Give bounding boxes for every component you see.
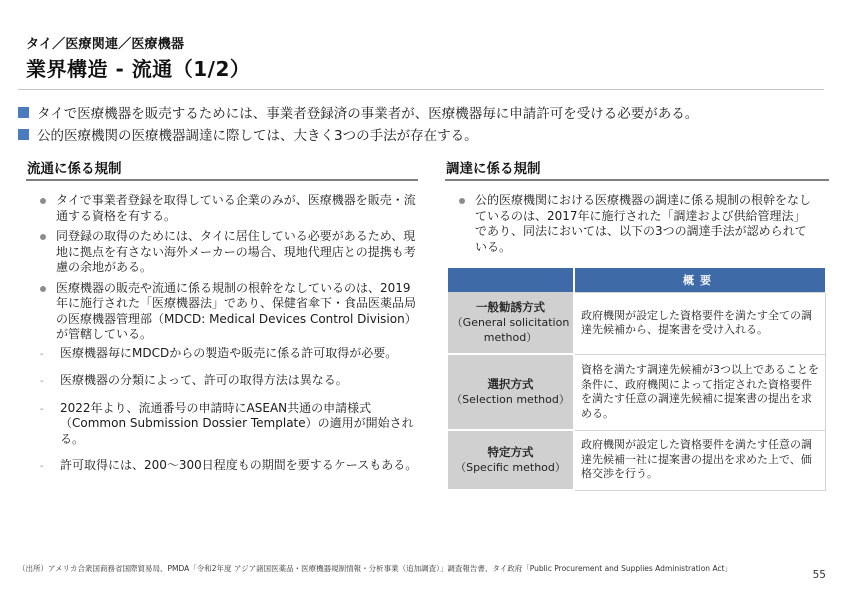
table-row [448,430,826,490]
bullet-text: 公的医療機関における医療機器の調達に係る規制の根幹をなしているのは、2017年に施行された「調達および供給管理法」であり、同法においては、以下の3つの調達手法が認められている。 [475,193,812,254]
section-heading: 流通に係る規制 [27,161,122,177]
summary-text: 公的医療機関の医療機器調達に際しては、大きく3つの手法が存在する。 [37,128,478,144]
dash-bullet-icon: - [40,376,44,387]
table-header-blank [448,268,574,292]
method-name-en: （Specific method） [455,461,566,474]
method-name-jp: 選択方式 [487,377,534,391]
dot-bullet-icon [40,234,46,240]
distribution-regulation-section [26,157,418,475]
sub-item [26,458,418,475]
dash-bullet-icon: - [40,348,44,360]
sub-item-text: 医療機器毎にMDCDからの製造や販売に係る許可取得が必要。 [60,345,398,360]
source-citation: （出所）アメリカ合衆国商務省国際貿易局、PMDA「令和2年度 アジア諸国医薬品・医療機器規制情報・分析事業（追加調査）」調査報告書、タイ政府「Public Procurement and Supplies Administration Act」 [18,564,733,573]
section-divider [26,179,418,181]
bullet-item [445,193,829,255]
bullet-item [26,229,418,276]
method-cell [448,354,574,430]
summary-list [18,101,828,145]
page-number: 55 [812,569,826,581]
sub-item [26,401,418,448]
sub-item [26,373,418,390]
procurement-methods-table [448,268,826,491]
summary-text: タイで医療機器を販売するためには、事業者登録済の事業者が、医療機器毎に申請許可を受ける必要がある。 [37,106,699,122]
method-cell [448,292,574,354]
table-row [448,354,826,430]
sub-item-text: 2022年より、流通番号の申請時にASEAN共通の申請様式（Common Submission Dossier Template）の適用が開始される。 [60,400,414,446]
summary-item [18,101,828,123]
dash-bullet-icon: - [40,403,44,415]
sub-item [26,346,418,363]
method-cell [448,430,574,490]
description-cell: 政府機関が設定した資格要件を満たす全ての調達先候補から、提案書を受け入れる。 [574,292,826,354]
section-heading: 調達に係る規制 [446,161,541,177]
description-cell: 資格を満たす調達先候補が3つ以上であることを条件に、政府機関によって指定された資格要件を満たす任意の調達先候補に提案書の提出を求める。 [574,354,826,430]
dot-bullet-icon [40,286,46,292]
dash-bullet-icon: - [40,461,44,472]
section-divider [445,179,829,181]
summary-item [18,123,828,145]
sub-item-text: 許可取得には、200〜300日程度もの期間を要するケースもある。 [60,458,418,472]
dot-bullet-icon [459,198,465,204]
procurement-regulation-section [445,157,829,260]
square-bullet-icon [18,107,29,118]
page-title: 業界構造 - 流通（1/2） [26,57,251,81]
breadcrumb: タイ／医療関連／医療機器 [26,37,185,52]
method-name-jp: 一般勧誘方式 [476,300,545,314]
table-row [448,292,826,354]
bullet-text: 医療機器の販売や流通に係る規制の根幹をなしているのは、2019年に施行された「医療機器法」であり、保健省傘下・食品医薬品局の医療機器管理部（MDCD: Medical Devices Control Division）が管轄している。 [56,280,417,341]
dot-bullet-icon [40,198,46,204]
bullet-list [26,193,418,475]
title-divider [18,89,824,90]
bullet-list [445,193,829,255]
table-header-row [448,268,826,292]
method-name-jp: 特定方式 [487,445,534,459]
bullet-text: タイで事業者登録を取得している企業のみが、医療機器を販売・流通する資格を有する。 [56,193,416,223]
sub-item-text: 医療機器の分類によって、許可の取得方法は異なる。 [60,373,348,387]
bullet-item [26,193,418,224]
bullet-text: 同登録の取得のためには、タイに居住している必要があるため、現地に拠点を有さない海外メーカーの場合、現地代理店との提携も考慮の余地がある。 [56,229,416,274]
method-name-en: （General solicitation method） [451,316,570,344]
bullet-item [26,281,418,343]
method-name-en: （Selection method） [451,393,570,406]
description-cell: 政府機関が設定した資格要件を満たす任意の調達先候補一社に提案書の提出を求めた上で、価格交渉を行う。 [574,430,826,490]
square-bullet-icon [18,129,29,140]
table-header-overview: 概要 [574,268,826,292]
